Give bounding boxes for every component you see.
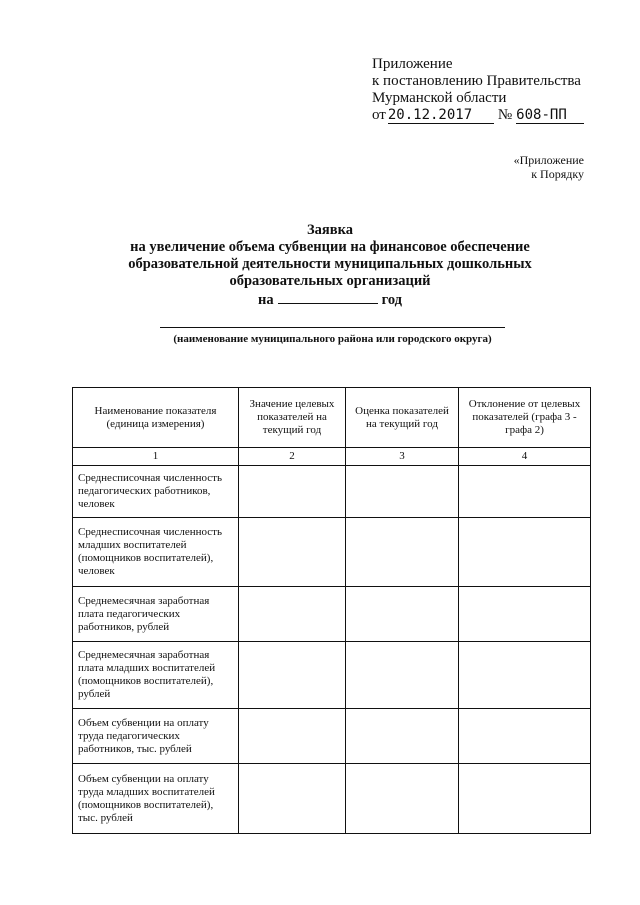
value-cell [346, 709, 459, 764]
header-cell: Оценка показателей на текущий год [346, 388, 459, 448]
value-cell [346, 764, 459, 834]
order-appendix-line-2: к Порядку [531, 167, 584, 181]
value-cell [346, 587, 459, 642]
indicators-table [72, 387, 591, 834]
value-cell [239, 587, 346, 642]
resolution-date: 20.12.2017 [388, 108, 494, 124]
document-title: Заявка [307, 222, 353, 238]
value-cell [239, 518, 346, 587]
appendix-line-1: Приложение [372, 56, 453, 72]
indicator-name: Объем субвенции на оплату труда педагогических работников, тыс. рублей [73, 709, 239, 764]
appendix-block [372, 56, 584, 124]
value-cell [346, 518, 459, 587]
header-cell: Отклонение от целевых показателей (графа 3 - графа 2) [459, 388, 591, 448]
value-cell [459, 587, 591, 642]
value-cell [459, 466, 591, 518]
column-number: 3 [346, 448, 459, 466]
value-cell [459, 518, 591, 587]
value-cell [239, 642, 346, 709]
table-row [73, 764, 591, 834]
header-cell: Значение целевых показателей на текущий год [239, 388, 346, 448]
value-cell [346, 642, 459, 709]
document-heading [100, 222, 560, 309]
value-cell [239, 764, 346, 834]
year-suffix: год [381, 292, 402, 308]
value-cell [239, 709, 346, 764]
heading-line-1: на увеличение объема субвенции на финансовое обеспечение [130, 239, 530, 255]
appendix-line-3: Мурманской области [372, 90, 507, 106]
heading-line-2: образовательной деятельности муниципальных дошкольных [128, 256, 532, 272]
column-number: 1 [73, 448, 239, 466]
table-row [73, 518, 591, 587]
appendix-line-2: к постановлению Правительства [372, 73, 581, 89]
value-cell [459, 709, 591, 764]
value-cell [459, 642, 591, 709]
header-cell: Наименование показателя (единица измерения) [73, 388, 239, 448]
from-label: от [372, 107, 386, 123]
indicator-name: Среднесписочная численность младших воспитателей (помощников воспитателей), человек [73, 518, 239, 587]
year-line [100, 290, 560, 309]
order-appendix-line-1: «Приложение [513, 153, 584, 167]
table-row [73, 709, 591, 764]
table-row [73, 587, 591, 642]
table-row [73, 642, 591, 709]
column-number: 4 [459, 448, 591, 466]
column-number: 2 [239, 448, 346, 466]
resolution-number: 608-ПП [516, 108, 584, 124]
value-cell [239, 466, 346, 518]
indicator-name: Среднемесячная заработная плата младших воспитателей (помощников воспитателей), рублей [73, 642, 239, 709]
year-blank-field [278, 290, 378, 304]
indicator-name: Среднемесячная заработная плата педагогических работников, рублей [73, 587, 239, 642]
order-appendix-block [514, 153, 584, 181]
column-number-row [73, 448, 591, 466]
value-cell [346, 466, 459, 518]
indicator-name: Объем субвенции на оплату труда младших воспитателей (помощников воспитателей), тыс. рублей [73, 764, 239, 834]
number-label: № [497, 107, 513, 123]
table-row [73, 466, 591, 518]
appendix-date-line [372, 107, 584, 124]
header-row [73, 388, 591, 448]
year-prefix: на [258, 292, 274, 308]
value-cell [459, 764, 591, 834]
municipality-caption: (наименование муниципального района или городского округа) [160, 327, 505, 345]
heading-line-3: образовательных организаций [229, 273, 431, 289]
indicator-name: Среднесписочная численность педагогических работников, человек [73, 466, 239, 518]
